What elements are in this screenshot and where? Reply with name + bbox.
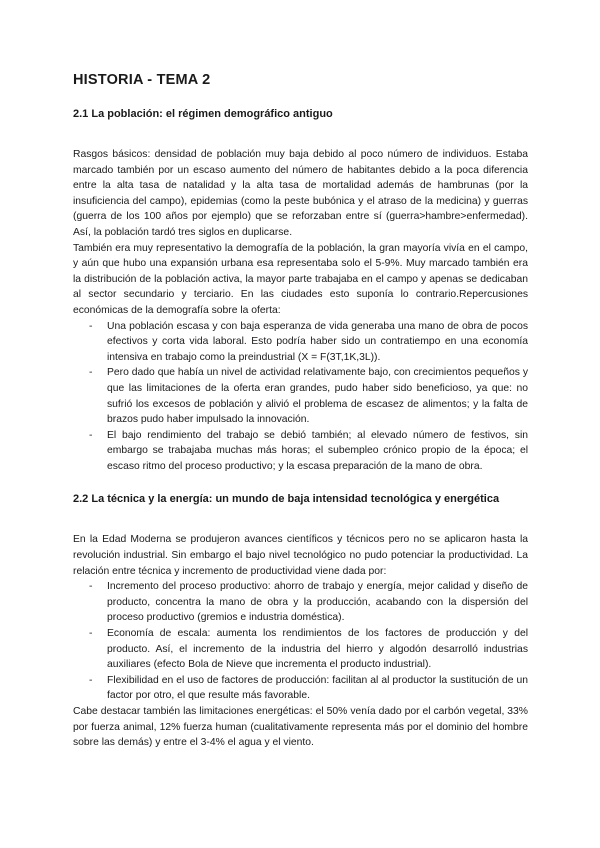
list-item [89, 428, 528, 475]
section-2-paragraph-2: Cabe destacar también las limitaciones energéticas: el 50% venía dado por el carbón vegetal, 33% por fuerza animal, 12% fuerza human (cualitativamente representa más por el dominio del hombre sobre las demás) y entre el 3-4% el agua y el viento. [73, 706, 528, 749]
list-item-text: Economía de escala: aumenta los rendimientos de los factores de producción y del producto. Así, el incremento de la industria del hierro y algodón desarrolló industrias auxiliares (efecto Bola de Nieve que incrementa el producto industrial). [107, 628, 528, 671]
dash-bullet: - [89, 320, 93, 332]
dash-bullet: - [89, 674, 93, 686]
list-item [89, 365, 528, 427]
dash-bullet: - [89, 581, 93, 593]
list-item-text: El bajo rendimiento del trabajo se debió también; al elevado número de festivos, sin embargo se trabajaba muchas más horas; el subempleo crónico propio de la época; el escaso ritmo del proceso productivo; y la escasa preparación de la mano de obra. [107, 429, 528, 472]
dash-bullet: - [89, 429, 93, 441]
section-1-paragraph-2: También era muy representativo la demografía de la población, la gran mayoría vivía en el campo, y aún que hubo una expansión urbana esa representaba solo el 5-9%. Muy marcado también era la distribución de la población activa, la mayor parte trabajaba en el campo y apenas se dedicaban al sector secundario y terciario. En las ciudades esto suponía lo contrario.Repercusiones económicas de la demografía sobre la oferta: [73, 242, 528, 316]
list-item-text: Pero dado que había un nivel de actividad relativamente bajo, con crecimientos pequeños y que las limitaciones de la oferta eran grandes, pudo haber sido beneficioso, ya que: no sufrió los excesos de población y alivió el problema de escasez de alimentos; y la falta de brazos pudo haber impulsado la innovación. [107, 367, 528, 426]
section-1-bullet-list [73, 319, 528, 475]
section-2-bullet-list [73, 579, 528, 704]
list-item [89, 579, 528, 626]
dash-bullet: - [89, 367, 93, 379]
list-item [89, 319, 528, 366]
dash-bullet: - [89, 628, 93, 640]
document-content [73, 72, 528, 751]
list-item-text: Flexibilidad en el uso de factores de producción: facilitan al al productor la sustitución de un factor por otro, el que resulte más favorable. [107, 674, 528, 702]
document-title: HISTORIA - TEMA 2 [73, 72, 211, 88]
list-item [89, 673, 528, 704]
list-item-text: Una población escasa y con baja esperanza de vida generaba una mano de obra de pocos efectivos y corta vida laboral. Esto podría haber sido un contratiempo en una economía intensiva en trabajo como la preindustrial (X = F(3T,1K,3L)). [107, 320, 528, 363]
section-1-paragraph-1: Rasgos básicos: densidad de población muy baja debido al poco número de individuos. Estaba marcado también por un escaso aumento del número de habitantes debido a la poca diferencia entre la alta tasa de natalidad y la alta tasa de mortalidad además de hambrunas (por la insuficiencia del campo), epidemias (como la peste bubónica y el atraso de la medicina) y guerras (guerra de los 100 años por ejemplo) que se reforzaban entre sí (guerra>hambre>enfermedad). Así, la población tardó tres siglos en duplicarse. [73, 149, 528, 238]
list-item [89, 626, 528, 673]
list-item-text: Incremento del proceso productivo: ahorro de trabajo y energía, mejor calidad y diseño de producto, concentra la mano de obra y la producción, acabando con la dispersión del proceso productivo (gremios e industria doméstica). [107, 581, 528, 624]
section-2-heading: 2.2 La técnica y la energía: un mundo de baja intensidad tecnológica y energética [73, 493, 500, 506]
section-1-heading: 2.1 La población: el régimen demográfico antiguo [73, 108, 333, 120]
section-2-paragraph-1: En la Edad Moderna se produjeron avances científicos y técnicos pero no se aplicaron hasta la revolución industrial. Sin embargo el bajo nivel tecnológico no pudo potenciar la productividad. La relación entre técnica y incremento de productividad viene dada por: [73, 534, 528, 577]
